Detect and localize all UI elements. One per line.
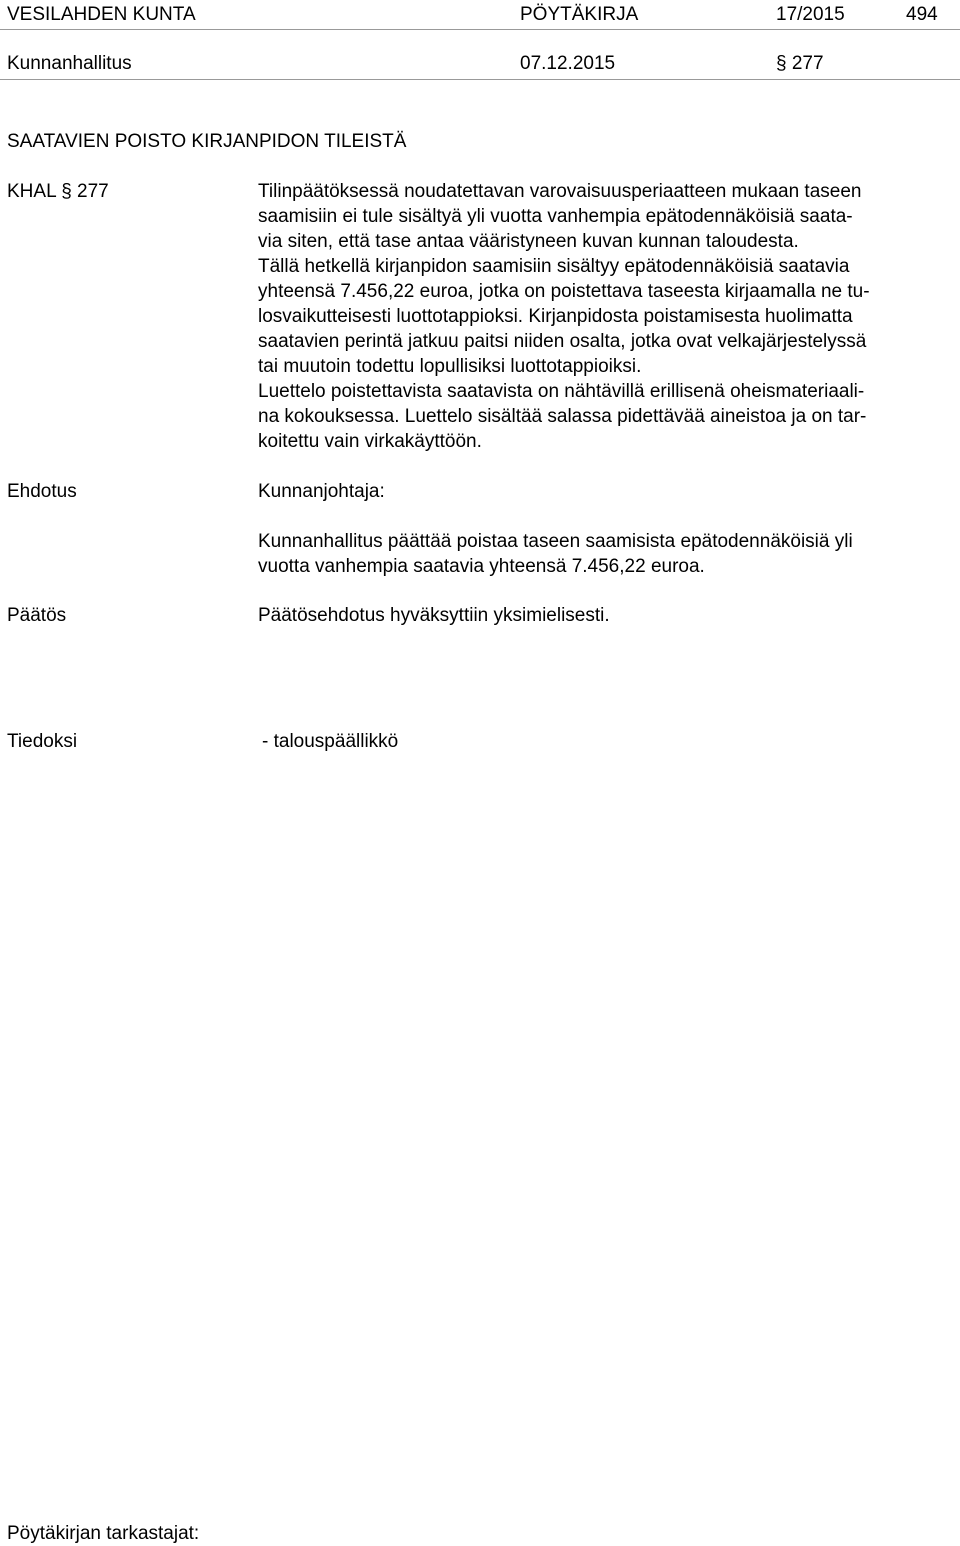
header-divider-1	[0, 29, 960, 30]
ehdotus-paragraph	[258, 529, 958, 579]
header-divider-2	[0, 79, 960, 80]
reviewers-label: Pöytäkirjan tarkastajat:	[7, 1523, 200, 1544]
section-number: § 277	[776, 53, 824, 74]
document-type: PÖYTÄKIRJA	[520, 4, 639, 25]
khal-line: yhteensä 7.456,22 euroa, jotka on poistettava taseesta kirjaamalla ne tu-	[258, 281, 870, 302]
presenter-label: Kunnanjohtaja:	[258, 481, 385, 502]
khal-line: Tällä hetkellä kirjanpidon saamisiin sisältyy epätodennäköisiä saatavia	[258, 256, 850, 277]
tiedoksi-text: - talouspäällikkö	[262, 731, 399, 752]
municipality-name: VESILAHDEN KUNTA	[7, 4, 196, 25]
khal-line: saatavien perintä jatkuu paitsi niiden osalta, jotka ovat velkajärjestelyssä	[258, 331, 867, 352]
khal-line: Tilinpäätöksessä noudatettavan varovaisuusperiaatteen mukaan taseen	[258, 181, 862, 202]
khal-line: Luettelo poistettavista saatavista on nähtävillä erillisenä oheismateriaali-	[258, 381, 865, 402]
page-number: 494	[906, 4, 938, 25]
paatos-label: Päätös	[7, 605, 67, 626]
khal-line: tai muutoin todettu lopullisiksi luottotappioiksi.	[258, 356, 642, 377]
ehdotus-line: Kunnanhallitus päättää poistaa taseen saamisista epätodennäköisiä yli	[258, 531, 853, 552]
khal-line: koitettu vain virkakäyttöön.	[258, 431, 482, 452]
tiedoksi-label: Tiedoksi	[7, 731, 78, 752]
paatos-text: Päätösehdotus hyväksyttiin yksimielisesti.	[258, 605, 610, 626]
khal-line: saamisiin ei tule sisältyä yli vuotta vanhempia epätodennäköisiä saata-	[258, 206, 853, 227]
document-number: 17/2015	[776, 4, 845, 25]
khal-line: losvaikutteisesti luottotappioksi. Kirjanpidosta poistamisesta huolimatta	[258, 306, 853, 327]
meeting-body: Kunnanhallitus	[7, 53, 132, 74]
khal-line: via siten, että tase antaa vääristyneen kuvan kunnan taloudesta.	[258, 231, 799, 252]
page-title: SAATAVIEN POISTO KIRJANPIDON TILEISTÄ	[7, 131, 407, 152]
khal-label: KHAL § 277	[7, 181, 109, 202]
khal-paragraph	[258, 179, 958, 454]
meeting-date: 07.12.2015	[520, 53, 616, 74]
ehdotus-label: Ehdotus	[7, 481, 77, 502]
ehdotus-line: vuotta vanhempia saatavia yhteensä 7.456,22 euroa.	[258, 556, 705, 577]
khal-line: na kokouksessa. Luettelo sisältää salassa pidettävää aineistoa ja on tar-	[258, 406, 867, 427]
